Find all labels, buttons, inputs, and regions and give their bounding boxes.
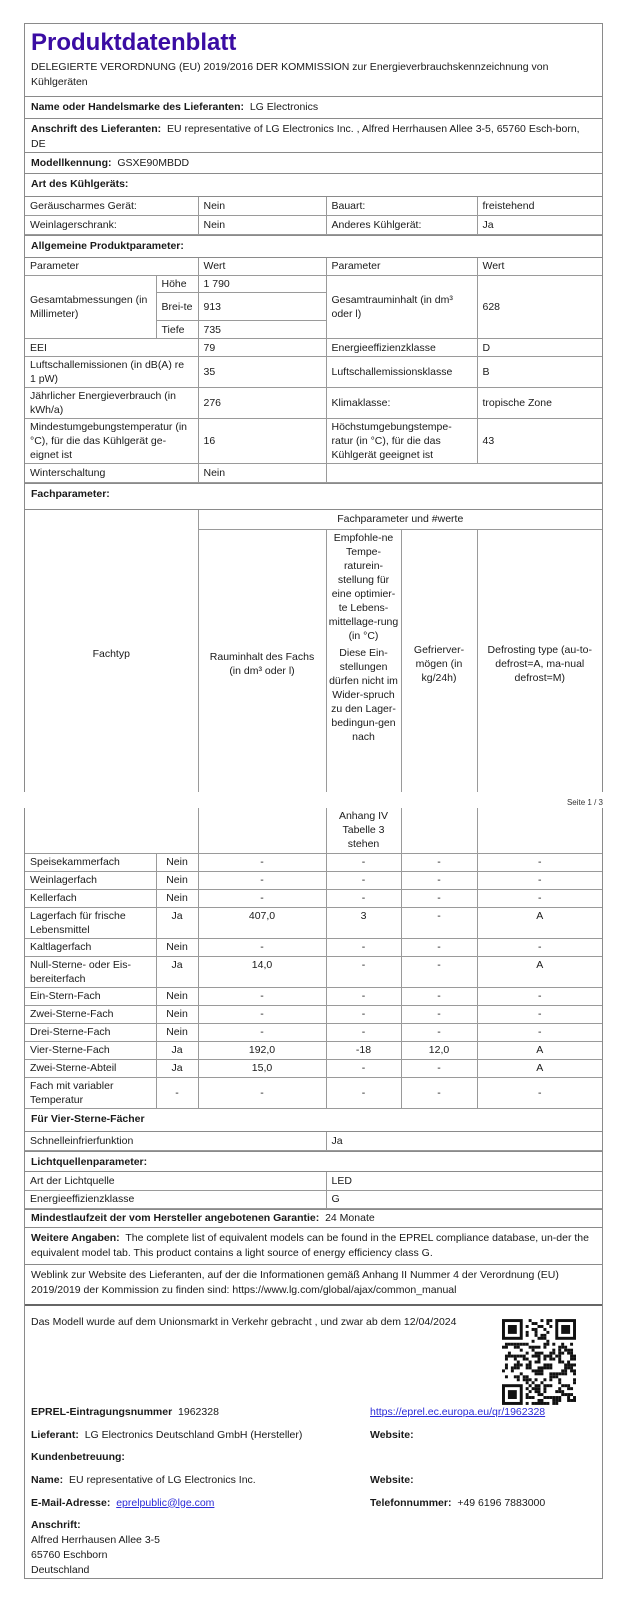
- supplier-name-row: [25, 97, 602, 119]
- compartment-value: -: [401, 956, 477, 987]
- compartment-value: -: [477, 889, 602, 907]
- table-row: [25, 388, 602, 419]
- page-title: Produktdatenblatt: [31, 29, 237, 56]
- compartment-value: Nein: [156, 938, 198, 956]
- address-line: 65760 Eschborn: [31, 1548, 108, 1561]
- cell: Bauart:: [326, 197, 477, 215]
- header-volume: Rauminhalt des Fachs (in dm³ oder l): [198, 529, 326, 799]
- compartment-value: -: [401, 1077, 477, 1108]
- page-number: Seite 1 / 3: [566, 798, 603, 807]
- compartment-row: [25, 938, 602, 956]
- cell: 276: [198, 388, 326, 419]
- compartment-value: -: [326, 889, 401, 907]
- label: Telefonnummer:: [370, 1496, 452, 1509]
- compartment-value: -: [326, 1005, 401, 1023]
- cell: Anderes Kühlgerät:: [326, 215, 477, 234]
- compartment-value: 15,0: [198, 1059, 326, 1077]
- cell: Nein: [198, 197, 326, 215]
- supplier-address: EU representative of LG Electronics Inc. , Alfred Herrhausen Allee 3-5, 65760 Esch-born, DE: [31, 123, 580, 150]
- compartments-table: [25, 808, 602, 1109]
- compartment-value: -: [477, 871, 602, 889]
- product-datasheet: [24, 23, 603, 801]
- compartment-type: Kaltlagerfach: [25, 938, 156, 956]
- compartment-value: Ja: [156, 956, 198, 987]
- label: Anschrift des Lieferanten:: [31, 123, 162, 135]
- supplier-value: LG Electronics Deutschland GmbH (Hersteller): [84, 1428, 303, 1441]
- address-heading: Anschrift:: [31, 1518, 81, 1531]
- compartment-value: A: [477, 956, 602, 987]
- header-defrost: Defrosting type (au-to-defrost=A, ma-nual defrost=M): [477, 529, 602, 799]
- cell: [25, 808, 198, 853]
- cell: [198, 808, 326, 853]
- compartment-value: Ja: [156, 1059, 198, 1077]
- compartment-value: -: [198, 889, 326, 907]
- compartment-value: -: [477, 853, 602, 871]
- phone-number: +49 6196 7883000: [457, 1496, 546, 1509]
- table-row: [25, 419, 602, 464]
- compartment-row: [25, 987, 602, 1005]
- compartment-value: Nein: [156, 1023, 198, 1041]
- cell: 16: [198, 419, 326, 464]
- label: Art des Kühlgeräts:: [31, 178, 129, 190]
- compartment-value: Nein: [156, 987, 198, 1005]
- compartment-value: -: [198, 1005, 326, 1023]
- regulation-text: DELEGIERTE VERORDNUNG (EU) 2019/2016 DER KOMMISSION zur Energieverbrauchskennzeichnung von Kühlgeräten: [31, 61, 549, 88]
- label: Lieferant:: [31, 1428, 79, 1441]
- compartment-value: Ja: [156, 907, 198, 938]
- compartment-value: -18: [326, 1041, 401, 1059]
- compartment-value: -: [477, 1077, 602, 1108]
- compartment-row: [25, 1023, 602, 1041]
- compartment-value: Nein: [156, 871, 198, 889]
- cell: B: [477, 357, 602, 388]
- cell: Energieeffizienzklasse: [25, 1190, 326, 1208]
- compartment-type: Ein-Stern-Fach: [25, 987, 156, 1005]
- label: Name:: [31, 1473, 64, 1486]
- label: Allgemeine Produktparameter:: [31, 239, 184, 252]
- cell: Schnelleinfrierfunktion: [25, 1132, 326, 1151]
- compartment-row: [25, 871, 602, 889]
- table-row: [25, 357, 602, 388]
- cell: Brei-te: [156, 293, 198, 321]
- type-section-heading: [25, 174, 602, 197]
- cell: tropische Zone: [477, 388, 602, 419]
- cell: Mindestumgebungstemperatur (in °C), für die das Kühlgerät ge-eignet ist: [25, 419, 198, 464]
- address-line: Deutschland: [31, 1563, 90, 1576]
- header-temperature: [326, 529, 401, 799]
- header-cell: Parameter: [25, 258, 198, 276]
- cell: LED: [326, 1172, 602, 1190]
- compartment-value: -: [198, 1023, 326, 1041]
- four-star-heading: [25, 1109, 602, 1132]
- cell: 1 790: [198, 276, 326, 293]
- header-temp-note: Diese Ein-stellungen dürfen nicht im Wider-spruch zu den Lager-bedingun-gen nach: [329, 646, 398, 743]
- header-cell: Wert: [477, 258, 602, 276]
- table-row: [25, 339, 602, 357]
- cell: EEI: [25, 339, 198, 357]
- cell: Luftschallemissionsklasse: [326, 357, 477, 388]
- compartment-type: Kellerfach: [25, 889, 156, 907]
- supplier-address-row: [25, 119, 602, 153]
- compartment-value: -: [326, 956, 401, 987]
- compartment-row: [25, 853, 602, 871]
- compartment-type: Fach mit variabler Temperatur: [25, 1077, 156, 1108]
- label: Modellkennung:: [31, 157, 112, 169]
- compartment-row: [25, 1041, 602, 1059]
- model-row: [25, 153, 602, 174]
- compartment-value: A: [477, 907, 602, 938]
- supplier-name: LG Electronics: [249, 101, 319, 113]
- cell: Art der Lichtquelle: [25, 1172, 326, 1190]
- table-row: [25, 464, 602, 483]
- cell: Jährlicher Energieverbrauch (in kWh/a): [25, 388, 198, 419]
- compartment-value: -: [477, 987, 602, 1005]
- model-id: GSXE90MBDD: [117, 157, 190, 169]
- compartment-value: Nein: [156, 853, 198, 871]
- type-table: [25, 197, 602, 235]
- label: Fachparameter:: [31, 488, 110, 500]
- light-heading: [25, 1151, 602, 1172]
- compartment-value: -: [198, 853, 326, 871]
- four-star-table: [25, 1132, 602, 1152]
- supplier-info-block: [25, 1306, 602, 1578]
- compartment-value: -: [401, 1005, 477, 1023]
- header-freeze: Gefrierver-mögen (in kg/24h): [401, 529, 477, 799]
- compartment-type: Weinlagerfach: [25, 871, 156, 889]
- compartment-value: -: [156, 1077, 198, 1108]
- compartment-value: 12,0: [401, 1041, 477, 1059]
- cell: Tiefe: [156, 321, 198, 339]
- cell: Nein: [198, 464, 326, 483]
- table-header-row: [25, 808, 602, 853]
- compartment-value: -: [477, 938, 602, 956]
- product-datasheet-continued: [24, 808, 603, 1579]
- compartment-value: A: [477, 1059, 602, 1077]
- compartment-type: Drei-Sterne-Fach: [25, 1023, 156, 1041]
- table-row: [25, 1190, 602, 1208]
- compartment-type: Null-Sterne- oder Eis-bereiterfach: [25, 956, 156, 987]
- supplier-website-label: Website:: [370, 1428, 414, 1441]
- compartment-value: Ja: [156, 1041, 198, 1059]
- compartment-type: Zwei-Sterne-Abteil: [25, 1059, 156, 1077]
- weblink-row: [25, 1265, 602, 1306]
- table-row: [25, 1172, 602, 1190]
- cell: Ja: [477, 215, 602, 234]
- light-table: [25, 1172, 602, 1209]
- label: Name oder Handelsmarke des Lieferanten:: [31, 101, 244, 113]
- weblink-text: Weblink zur Website des Lieferanten, auf der die Informationen gemäß Anhang II Nummer 4 der Verordnung (EU) 2019/2019 der Kommission zu finden sind: https://www.lg.com/global/ajax/common_manual: [31, 1268, 559, 1296]
- compartment-value: -: [198, 987, 326, 1005]
- compartment-value: -: [326, 938, 401, 956]
- compartment-row: [25, 1005, 602, 1023]
- compartments-header-part1: [25, 510, 602, 800]
- compartment-value: -: [326, 871, 401, 889]
- cell: [477, 808, 602, 853]
- further-info-row: [25, 1228, 602, 1265]
- cell: Klimaklasse:: [326, 388, 477, 419]
- compartment-value: -: [198, 1077, 326, 1108]
- email-link[interactable]: eprelpublic@lge.com: [116, 1496, 215, 1509]
- compartment-value: -: [401, 889, 477, 907]
- compartment-value: -: [401, 1059, 477, 1077]
- compartment-value: -: [401, 871, 477, 889]
- compartment-type: Lagerfach für frische Lebensmittel: [25, 907, 156, 938]
- customer-service-heading: Kundenbetreuung:: [31, 1450, 125, 1463]
- cell: Energieeffizienzklasse: [326, 339, 477, 357]
- dimensions-label: Gesamtabmessungen (in Millimeter): [25, 276, 156, 339]
- cell: Höhe: [156, 276, 198, 293]
- cell: Winterschaltung: [25, 464, 198, 483]
- compartment-type: Vier-Sterne-Fach: [25, 1041, 156, 1059]
- cell: Höchstumgebungstempe-ratur (in °C), für die das Kühlgerät geeignet ist: [326, 419, 477, 464]
- label: Mindestlaufzeit der vom Hersteller angebotenen Garantie:: [31, 1211, 320, 1224]
- cell: Geräuscharmes Gerät:: [25, 197, 198, 215]
- table-row: [25, 1132, 602, 1151]
- compartment-value: 3: [326, 907, 401, 938]
- compartment-value: 407,0: [198, 907, 326, 938]
- cell: 35: [198, 357, 326, 388]
- volume-value: 628: [477, 276, 602, 339]
- compartment-value: 192,0: [198, 1041, 326, 1059]
- compartment-row: [25, 1077, 602, 1108]
- cell: Weinlagerschrank:: [25, 215, 198, 234]
- cell: [326, 464, 602, 483]
- compartment-value: -: [401, 987, 477, 1005]
- cell: 79: [198, 339, 326, 357]
- header-block: [25, 24, 602, 97]
- compartment-value: -: [326, 1023, 401, 1041]
- address-line: Alfred Herrhausen Allee 3-5: [31, 1533, 160, 1546]
- volume-label: Gesamtrauminhalt (in dm³ oder l): [326, 276, 477, 339]
- cell: Luftschallemissionen (in dB(A) re 1 pW): [25, 357, 198, 388]
- cell: G: [326, 1190, 602, 1208]
- page-break: [0, 792, 624, 808]
- customer-service-website-label: Website:: [370, 1473, 414, 1486]
- general-table: [25, 258, 602, 484]
- eprel-number: 1962328: [178, 1405, 219, 1418]
- compartment-row: [25, 1059, 602, 1077]
- cell: [401, 808, 477, 853]
- header-fachtyp: Fachtyp: [25, 510, 198, 799]
- cell: 735: [198, 321, 326, 339]
- further-info: The complete list of equivalent models can be found in the EPREL compliance database, un-der the equivalent model tab. This product contains a light source of energy efficiency class G.: [31, 1231, 589, 1259]
- compartment-value: -: [401, 1023, 477, 1041]
- warranty-row: [25, 1209, 602, 1228]
- eprel-link[interactable]: https://eprel.ec.europa.eu/qr/1962328: [370, 1405, 546, 1418]
- cell: 43: [477, 419, 602, 464]
- header-group: Fachparameter und #werte: [198, 510, 602, 529]
- compartment-value: -: [326, 1059, 401, 1077]
- label: EPREL-Eintragungsnummer: [31, 1405, 173, 1418]
- cell: Nein: [198, 215, 326, 234]
- compartment-row: [25, 907, 602, 938]
- market-date-text: Das Modell wurde auf dem Unionsmarkt in Verkehr gebracht , und zwar ab dem 12/04/2024: [31, 1315, 457, 1328]
- header-temp-note-cont: Anhang IV Tabelle 3 stehen: [326, 808, 401, 853]
- compartment-row: [25, 956, 602, 987]
- compartment-value: -: [326, 853, 401, 871]
- compartment-value: -: [198, 938, 326, 956]
- header-temp-text: Empfohle-ne Tempe-raturein-stellung für eine optimier-te Lebens-mittellage-rung (in °C): [328, 531, 399, 642]
- header-cell: Parameter: [326, 258, 477, 276]
- compartment-value: -: [401, 907, 477, 938]
- compartment-value: -: [401, 938, 477, 956]
- compartment-value: -: [477, 1005, 602, 1023]
- cell: freistehend: [477, 197, 602, 215]
- qr-code[interactable]: [502, 1318, 576, 1406]
- compartment-type: Speisekammerfach: [25, 853, 156, 871]
- compartment-value: Nein: [156, 1005, 198, 1023]
- general-section-heading: [25, 235, 602, 258]
- customer-service-name: EU representative of LG Electronics Inc.: [68, 1473, 256, 1486]
- compartment-value: 14,0: [198, 956, 326, 987]
- warranty-value: 24 Monate: [325, 1211, 375, 1224]
- label: E-Mail-Adresse:: [31, 1496, 111, 1509]
- compartment-value: Nein: [156, 889, 198, 907]
- compartment-row: [25, 889, 602, 907]
- table-header-row: [25, 258, 602, 276]
- cell: D: [477, 339, 602, 357]
- label: Weitere Angaben:: [31, 1231, 120, 1244]
- compartment-value: -: [477, 1023, 602, 1041]
- compartment-value: -: [326, 987, 401, 1005]
- table-header-row: [25, 510, 602, 529]
- label: Lichtquellenparameter:: [31, 1156, 148, 1168]
- table-row: [25, 197, 602, 215]
- label: Für Vier-Sterne-Fächer: [31, 1112, 145, 1125]
- compartment-value: A: [477, 1041, 602, 1059]
- table-row: [25, 276, 602, 293]
- cell: Ja: [326, 1132, 602, 1151]
- compartment-type: Zwei-Sterne-Fach: [25, 1005, 156, 1023]
- table-row: [25, 215, 602, 234]
- cell: 913: [198, 293, 326, 321]
- compartment-value: -: [401, 853, 477, 871]
- header-cell: Wert: [198, 258, 326, 276]
- compartment-value: -: [198, 871, 326, 889]
- compartments-heading: [25, 483, 602, 510]
- compartment-value: -: [326, 1077, 401, 1108]
